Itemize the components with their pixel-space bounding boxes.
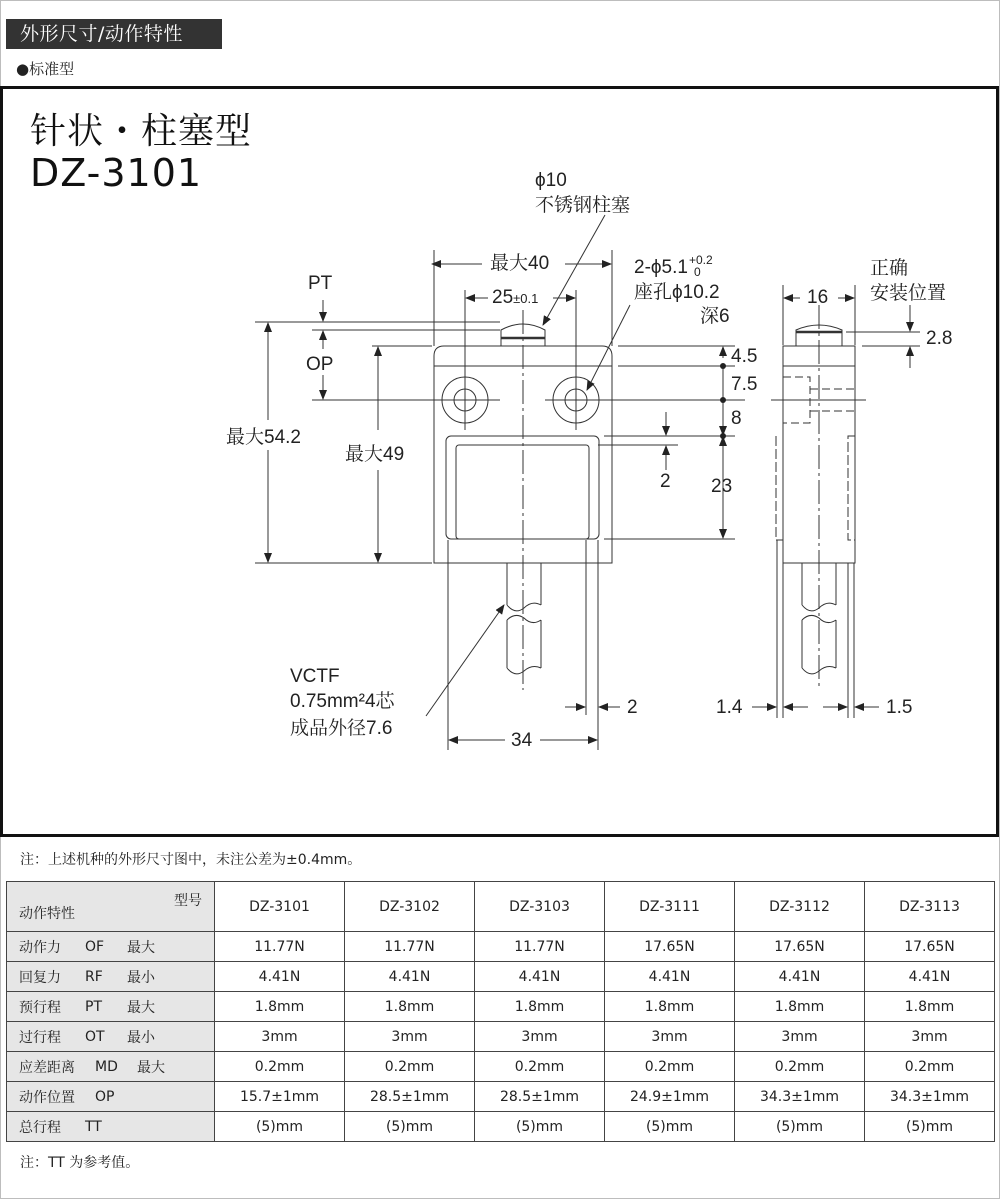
op-label: OP bbox=[306, 354, 334, 375]
hole-spec-label: 2-ϕ5.1 +0.2 0 bbox=[634, 253, 713, 279]
table-corner-cell: 型号 动作特性 bbox=[7, 882, 215, 932]
table-row: 预行程 PT 最大 1.8mm 1.8mm 1.8mm 1.8mm 1.8mm 1.8mm bbox=[7, 992, 995, 1022]
dim-2-bottom: 2 bbox=[627, 697, 638, 718]
variant-label: ●标准型 bbox=[16, 60, 75, 78]
dim-2-8: 2.8 bbox=[926, 328, 953, 349]
tt-note: 注：TT 为参考值。 bbox=[20, 1155, 140, 1171]
max-width-label: 最大40 bbox=[490, 253, 550, 274]
model-header: DZ-3113 bbox=[865, 882, 995, 932]
correct-mount-label-2: 安装位置 bbox=[870, 283, 947, 304]
tolerance-note: 注：上述机种的外形尺寸图中，未注公差为±0.4mm。 bbox=[20, 852, 362, 868]
dim-23: 23 bbox=[711, 476, 733, 497]
table-row: 应差距离 MD 最大 0.2mm 0.2mm 0.2mm 0.2mm 0.2mm 0.2mm bbox=[7, 1052, 995, 1082]
dim-1-5: 1.5 bbox=[886, 697, 913, 718]
plunger-diameter-label: ϕ10 bbox=[535, 170, 567, 191]
hole-seat-label: 座孔ϕ10.2 bbox=[634, 282, 720, 303]
cable-core-label: 0.75mm²4芯 bbox=[290, 691, 395, 712]
dim-7-5: 7.5 bbox=[731, 374, 758, 395]
pt-label: PT bbox=[308, 273, 333, 294]
dim-1-4: 1.4 bbox=[716, 697, 743, 718]
table-header-row bbox=[7, 882, 995, 932]
model-header: DZ-3102 bbox=[345, 882, 475, 932]
spec-table bbox=[6, 881, 995, 1142]
table-row: 动作位置 OP 15.7±1mm 28.5±1mm 28.5±1mm 24.9±1mm 34.3±1mm 34.3±1mm bbox=[7, 1082, 995, 1112]
drawing-model: DZ-3101 bbox=[30, 151, 203, 195]
cable-type-label: VCTF bbox=[290, 666, 340, 687]
cable-diameter-label: 成品外径7.6 bbox=[290, 718, 393, 739]
table-row: 总行程 TT (5)mm (5)mm (5)mm (5)mm (5)mm (5)mm bbox=[7, 1112, 995, 1142]
correct-mount-label-1: 正确 bbox=[870, 258, 909, 279]
dim-8: 8 bbox=[731, 408, 742, 429]
max-height-total-label: 最大54.2 bbox=[226, 427, 301, 448]
model-header: DZ-3111 bbox=[605, 882, 735, 932]
model-header: DZ-3112 bbox=[735, 882, 865, 932]
dim-2-inner: 2 bbox=[660, 471, 671, 492]
model-header: DZ-3101 bbox=[215, 882, 345, 932]
dim-4-5: 4.5 bbox=[731, 346, 758, 367]
model-header: DZ-3103 bbox=[475, 882, 605, 932]
table-row: 动作力 OF 最大 11.77N 11.77N 11.77N 17.65N 17.65N 17.65N bbox=[7, 932, 995, 962]
drawing-title: 针状・柱塞型 bbox=[30, 111, 253, 152]
side-width-label: 16 bbox=[807, 287, 829, 308]
dim-34: 34 bbox=[511, 730, 533, 751]
table-row: 回复力 RF 最小 4.41N 4.41N 4.41N 4.41N 4.41N 4.41N bbox=[7, 962, 995, 992]
table-row: 过行程 OT 最小 3mm 3mm 3mm 3mm 3mm 3mm bbox=[7, 1022, 995, 1052]
plunger-material-label: 不锈钢柱塞 bbox=[535, 195, 631, 216]
section-title: 外形尺寸/动作特性 bbox=[6, 19, 222, 49]
max-height-body-label: 最大49 bbox=[345, 444, 405, 465]
hole-pitch-label: 25±0.1 bbox=[492, 287, 539, 308]
hole-depth-label: 深6 bbox=[700, 306, 730, 327]
